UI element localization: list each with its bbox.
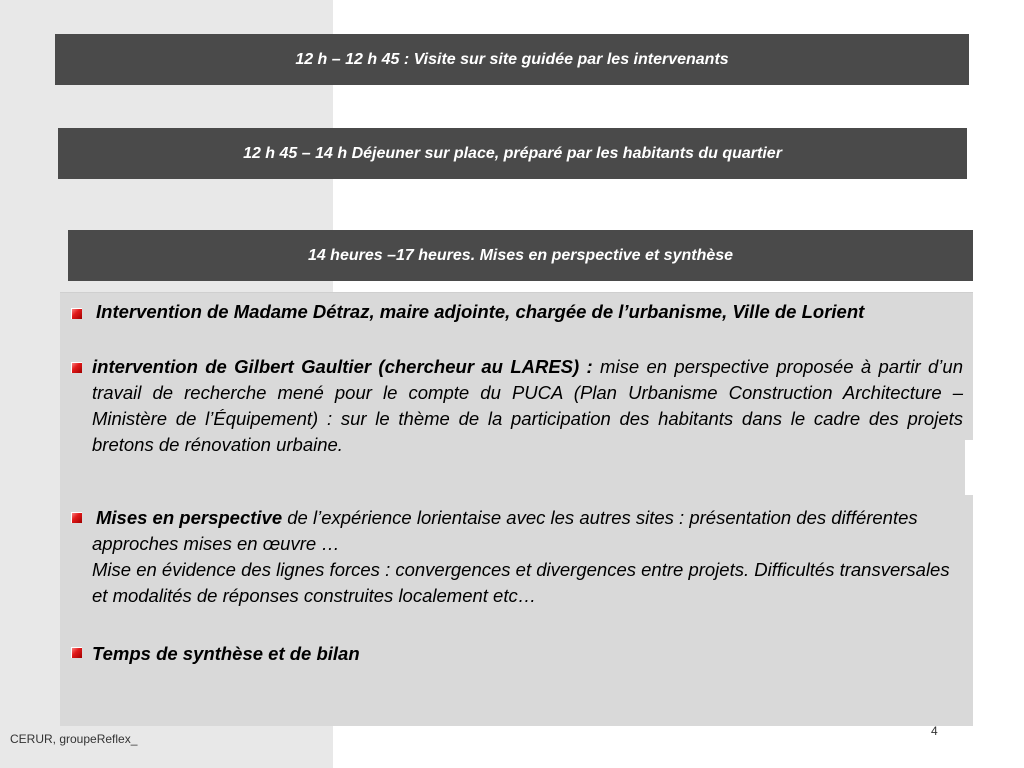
footer-credit: CERUR, groupeReflex_ xyxy=(10,732,138,746)
schedule-bar-afternoon-label: 14 heures –17 heures. Mises en perspective et synthèse xyxy=(307,246,734,264)
schedule-bar-visit xyxy=(55,34,969,85)
red-square-bullet-icon xyxy=(71,362,82,373)
item-gaultier xyxy=(92,354,963,458)
red-square-bullet-icon xyxy=(71,647,82,658)
item-mises xyxy=(92,505,962,609)
content-panel-notch xyxy=(965,440,975,495)
item-detraz xyxy=(96,299,966,325)
item-mises-bold: Mises en perspective xyxy=(96,507,283,528)
schedule-bar-afternoon xyxy=(68,230,973,281)
page-number: 4 xyxy=(931,724,938,738)
item-gaultier-bold: intervention de Gilbert Gaultier (chercheur au LARES) : xyxy=(92,356,593,377)
schedule-bar-lunch xyxy=(58,128,967,179)
item-mises-text: de l’expérience lorientaise avec les autres sites : présentation des différentes approches mises en œuvre … xyxy=(92,507,918,554)
item-gaultier-text: mise en perspective proposée à partir d’un travail de recherche mené pour le compte du PUCA (Plan Urbanisme Construction Architecture – Ministère de l’Équipement) : sur le thème de la participation des habitants dans le cadre des projets bretons de rénovation urbaine. xyxy=(92,356,963,455)
item-synthese-text: Temps de synthèse et de bilan xyxy=(92,643,360,664)
item-detraz-text: Intervention de Madame Détraz, maire adjointe, chargée de l’urbanisme, Ville de Lorient xyxy=(96,301,865,322)
schedule-bar-visit-label: 12 h – 12 h 45 : Visite sur site guidée par les intervenants xyxy=(295,50,729,68)
item-mises-line2: Mise en évidence des lignes forces : convergences et divergences entre projets. Difficultés transversales et modalités de réponses construites localement etc… xyxy=(92,559,950,606)
schedule-bar-lunch-label: 12 h 45 – 14 h Déjeuner sur place, préparé par les habitants du quartier xyxy=(243,144,782,162)
red-square-bullet-icon xyxy=(71,308,82,319)
red-square-bullet-icon xyxy=(71,512,82,523)
item-synthese xyxy=(92,641,962,667)
